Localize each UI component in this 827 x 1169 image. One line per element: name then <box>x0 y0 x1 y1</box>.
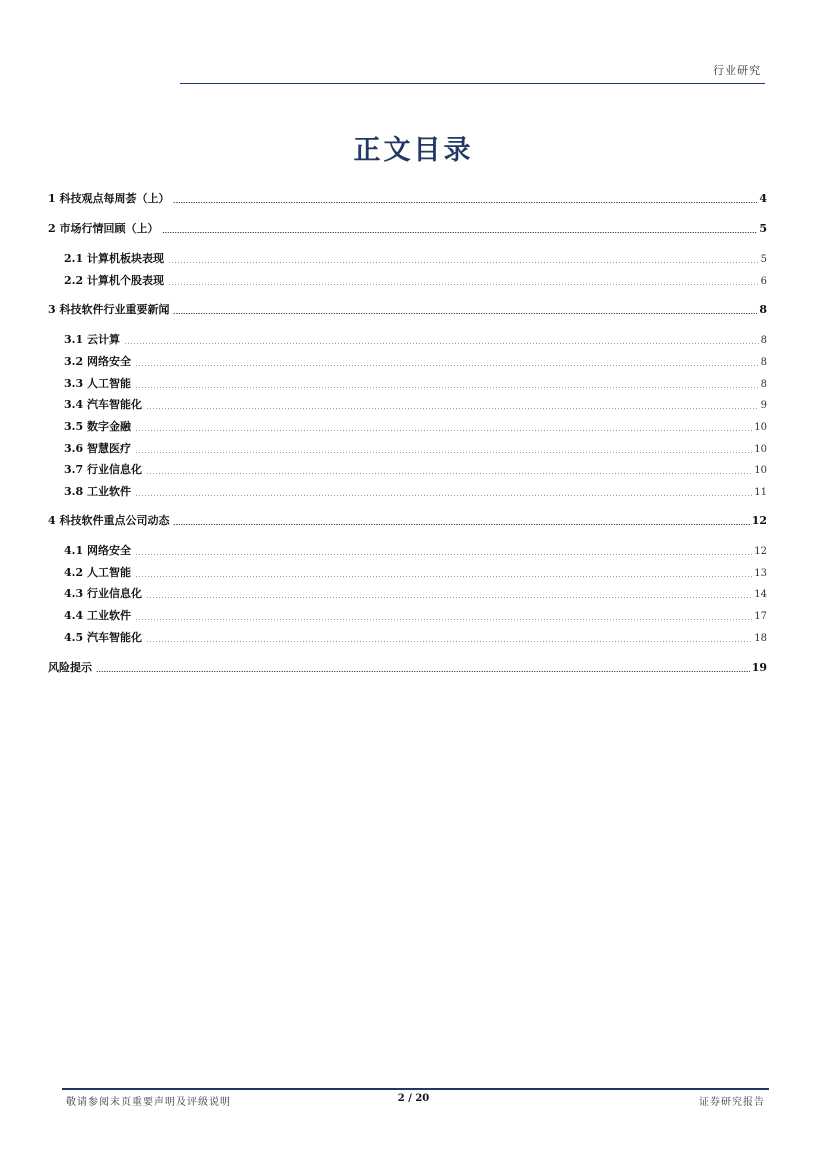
toc-entry-label: 3.4 汽车智能化 <box>64 398 142 411</box>
toc-entry[interactable] <box>48 252 767 266</box>
toc-entry[interactable] <box>48 274 767 288</box>
toc-entry-label: 3.5 数字金融 <box>64 420 131 433</box>
toc-dot-leader <box>168 284 759 285</box>
toc-entry-label: 1 科技观点每周荟（上） <box>48 192 170 205</box>
toc-entry[interactable] <box>48 485 767 499</box>
toc-entry-label: 2 市场行情回顾（上） <box>48 222 159 235</box>
toc-entry-page: 6 <box>760 276 767 287</box>
toc-entry[interactable] <box>48 463 767 477</box>
header-divider <box>180 83 765 84</box>
toc-entry-page: 8 <box>759 303 767 316</box>
footer-page-number: 2 / 20 <box>397 1093 430 1104</box>
toc-dot-leader <box>173 202 757 203</box>
toc-entry-label: 3.1 云计算 <box>64 333 120 346</box>
toc-entry-page: 14 <box>754 589 767 600</box>
toc-entry[interactable] <box>48 566 767 580</box>
toc-entry-label: 4.3 行业信息化 <box>64 587 142 600</box>
toc-dot-leader <box>173 524 749 525</box>
toc-entry-page: 12 <box>754 546 767 557</box>
toc-entry-label: 4.4 工业软件 <box>64 609 131 622</box>
toc-dot-leader <box>135 430 752 431</box>
toc-entry[interactable] <box>48 631 767 645</box>
toc-dot-leader <box>146 597 752 598</box>
toc-entry[interactable] <box>48 303 767 317</box>
toc-entry-page: 5 <box>760 254 767 265</box>
toc-entry-label: 风险提示 <box>48 661 92 674</box>
toc-dot-leader <box>173 313 757 314</box>
toc-dot-leader <box>124 343 759 344</box>
toc-dot-leader <box>146 473 752 474</box>
toc-entry[interactable] <box>48 398 767 412</box>
footer-report-label: 证券研究报告 <box>699 1097 765 1108</box>
toc-entry-page: 19 <box>751 661 767 674</box>
toc-entry-label: 3.6 智慧医疗 <box>64 442 131 455</box>
toc-entry-page: 12 <box>751 514 767 527</box>
toc-entry[interactable] <box>48 192 767 206</box>
toc-entry[interactable] <box>48 514 767 528</box>
toc-entry-page: 9 <box>760 400 767 411</box>
toc-entry-label: 3 科技软件行业重要新闻 <box>48 303 170 316</box>
toc-entry-label: 4.2 人工智能 <box>64 566 131 579</box>
toc-dot-leader <box>146 408 759 409</box>
toc-entry[interactable] <box>48 661 767 675</box>
toc-dot-leader <box>168 262 759 263</box>
toc-dot-leader <box>135 619 752 620</box>
header-report-type: 行业研究 <box>713 64 761 77</box>
toc-entry-label: 4 科技软件重点公司动态 <box>48 514 170 527</box>
toc-dot-leader <box>96 671 750 672</box>
toc-dot-leader <box>135 495 752 496</box>
toc-dot-leader <box>146 641 752 642</box>
toc-entry-label: 3.3 人工智能 <box>64 377 131 390</box>
toc-entry-page: 18 <box>754 633 767 644</box>
footer-divider <box>62 1088 769 1090</box>
toc-dot-leader <box>135 576 752 577</box>
toc-entry[interactable] <box>48 377 767 391</box>
toc-entry-label: 3.2 网络安全 <box>64 355 131 368</box>
toc-entry-page: 10 <box>754 465 767 476</box>
toc-entry-page: 8 <box>760 335 767 346</box>
toc-entry-page: 10 <box>754 422 767 433</box>
page-title: 正文目录 <box>353 135 474 166</box>
toc-dot-leader <box>135 387 759 388</box>
toc-entry[interactable] <box>48 333 767 347</box>
toc-entry-page: 8 <box>760 357 767 368</box>
toc-entry-label: 3.7 行业信息化 <box>64 463 142 476</box>
toc-entry[interactable] <box>48 544 767 558</box>
toc-entry-page: 8 <box>760 379 767 390</box>
toc-entry[interactable] <box>48 355 767 369</box>
footer-disclaimer-note: 敬请参阅末页重要声明及评级说明 <box>66 1097 231 1108</box>
toc-dot-leader <box>135 554 752 555</box>
toc-entry-label: 4.1 网络安全 <box>64 544 131 557</box>
toc-entry-page: 5 <box>759 222 767 235</box>
toc-entry-label: 2.1 计算机板块表现 <box>64 252 164 265</box>
toc-dot-leader <box>135 452 752 453</box>
toc-entry-page: 13 <box>754 568 767 579</box>
toc-entry-page: 4 <box>759 192 767 205</box>
toc-entry-label: 2.2 计算机个股表现 <box>64 274 164 287</box>
toc-dot-leader <box>162 232 757 233</box>
toc-entry[interactable] <box>48 442 767 456</box>
toc-entry[interactable] <box>48 587 767 601</box>
toc-dot-leader <box>135 365 759 366</box>
toc-entry-page: 10 <box>754 444 767 455</box>
toc-entry-label: 3.8 工业软件 <box>64 485 131 498</box>
toc-entry[interactable] <box>48 420 767 434</box>
toc-entry-label: 4.5 汽车智能化 <box>64 631 142 644</box>
toc-entry[interactable] <box>48 609 767 623</box>
toc-entry-page: 11 <box>754 487 767 498</box>
toc-entry[interactable] <box>48 222 767 236</box>
toc-entry-page: 17 <box>754 611 767 622</box>
